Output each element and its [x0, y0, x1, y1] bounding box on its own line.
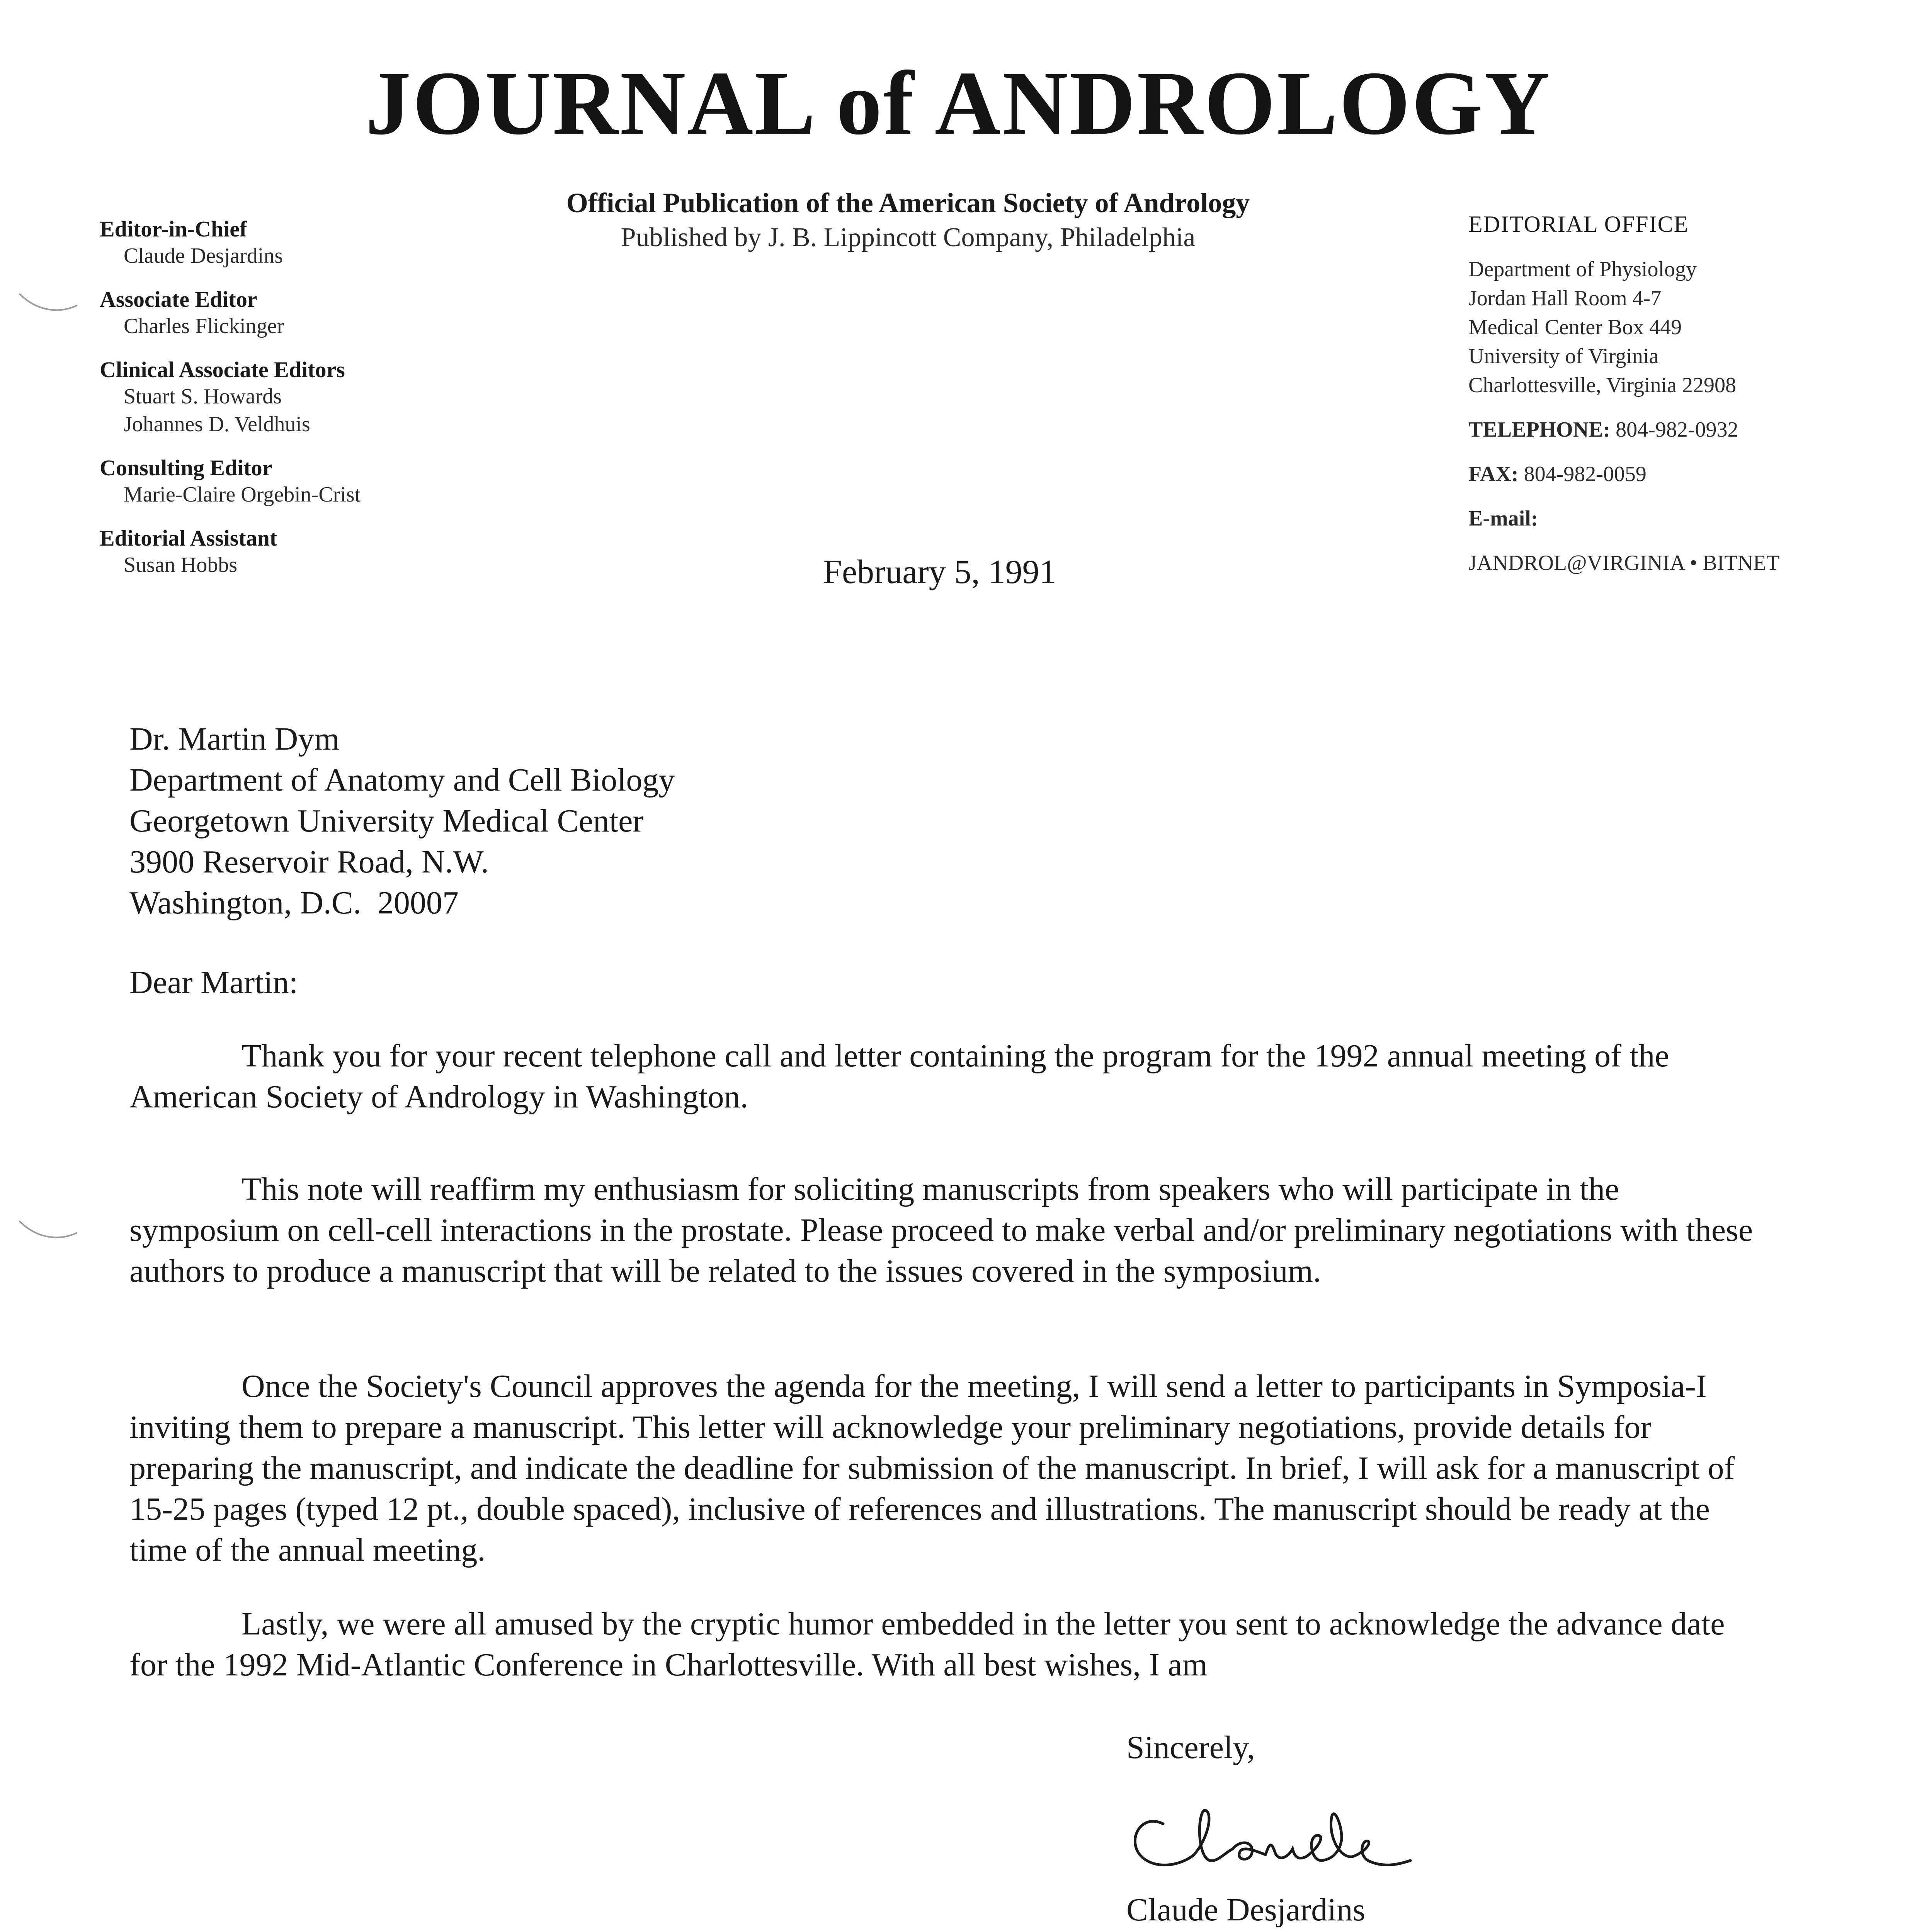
recipient-line: Washington, D.C. 20007	[129, 885, 459, 921]
editorial-office	[1468, 211, 1893, 578]
recipient-line: Department of Anatomy and Cell Biology	[129, 762, 675, 798]
board-group	[100, 216, 525, 270]
board-group	[100, 526, 525, 579]
body-paragraph: This note will reaffirm my enthusiasm for soliciting manuscripts from speakers who will participate in the symposium on cell-cell interactions in the prostate. Please proceed to make verbal and/or preliminary negotiations with these authors to produce a manuscript that will be related to the issues covered in the symposium.	[129, 1171, 1753, 1289]
journal-title: JOURNAL of ANDROLOGY	[365, 53, 1552, 154]
office-address-line: University of Virginia	[1468, 344, 1659, 368]
board-person: Charles Flickinger	[124, 314, 284, 338]
board-person: Marie-Claire Orgebin-Crist	[124, 483, 361, 507]
signer-name: Claude Desjardins	[1126, 1892, 1366, 1928]
fax-label: FAX:	[1468, 462, 1519, 486]
fax-number: 804-982-0059	[1524, 462, 1647, 486]
board-group	[100, 357, 525, 438]
board-person: Stuart S. Howards	[124, 384, 282, 408]
publication-info	[502, 185, 1314, 255]
board-group	[100, 287, 525, 340]
board-person: Susan Hobbs	[124, 553, 238, 577]
telephone-label: TELEPHONE:	[1468, 418, 1611, 442]
board-role: Editor-in-Chief	[100, 216, 247, 242]
board-role: Consulting Editor	[100, 455, 272, 480]
board-role: Associate Editor	[100, 287, 257, 312]
punch-mark	[15, 270, 93, 348]
body-paragraph: Once the Society's Council approves the agenda for the meeting, I will send a letter to participants in Symposia-I inviting them to prepare a manuscript. This letter will acknowledge your preliminary negotiations, provide details for preparing the manuscript, and indicate the deadline for submission of the manuscript. In brief, I will ask for a manuscript of 15-25 pages (typed 12 pt., double spaced), inclusive of references and illustrations. The manuscript should be ready at the time of the annual meeting.	[129, 1368, 1735, 1568]
email-label: E-mail:	[1468, 507, 1538, 531]
board-role: Editorial Assistant	[100, 526, 277, 551]
recipient-line: Dr. Martin Dym	[129, 721, 340, 757]
recipient-address	[129, 719, 1134, 923]
office-telephone	[1468, 415, 1893, 444]
official-publication: Official Publication of the American Society of Andrology	[566, 187, 1250, 218]
office-heading: EDITORIAL OFFICE	[1468, 211, 1689, 237]
body-paragraph: Thank you for your recent telephone call and letter containing the program for the 1992 annual meeting of the American Society of Andrology in Washington.	[129, 1038, 1669, 1115]
signature	[1117, 1777, 1418, 1893]
closing: Sincerely,	[1126, 1730, 1255, 1765]
recipient-line: 3900 Reservoir Road, N.W.	[129, 844, 489, 880]
board-person: Johannes D. Veldhuis	[124, 412, 310, 436]
office-address-line: Jordan Hall Room 4-7	[1468, 286, 1662, 310]
punch-mark	[15, 1198, 93, 1275]
telephone-number: 804-982-0932	[1616, 418, 1738, 442]
editorial-board	[100, 216, 525, 596]
email-address: JANDROL@VIRGINIA • BITNET	[1468, 551, 1780, 575]
letter-date: February 5, 1991	[823, 553, 1056, 591]
salutation: Dear Martin:	[129, 964, 298, 1000]
board-role: Clinical Associate Editors	[100, 357, 345, 382]
office-address-line: Charlottesville, Virginia 22908	[1468, 373, 1736, 397]
office-address-line: Department of Physiology	[1468, 257, 1697, 281]
office-fax	[1468, 460, 1893, 489]
board-person: Claude Desjardins	[124, 244, 283, 268]
office-address-line: Medical Center Box 449	[1468, 315, 1682, 339]
publisher-line: Published by J. B. Lippincott Company, Philadelphia	[621, 223, 1196, 252]
recipient-line: Georgetown University Medical Center	[129, 803, 644, 839]
board-group	[100, 455, 525, 509]
body-paragraph: Lastly, we were all amused by the cryptic humor embedded in the letter you sent to acknowledge the advance date for the 1992 Mid-Atlantic Conference in Charlottesville. With all best wishes, I am	[129, 1606, 1725, 1683]
